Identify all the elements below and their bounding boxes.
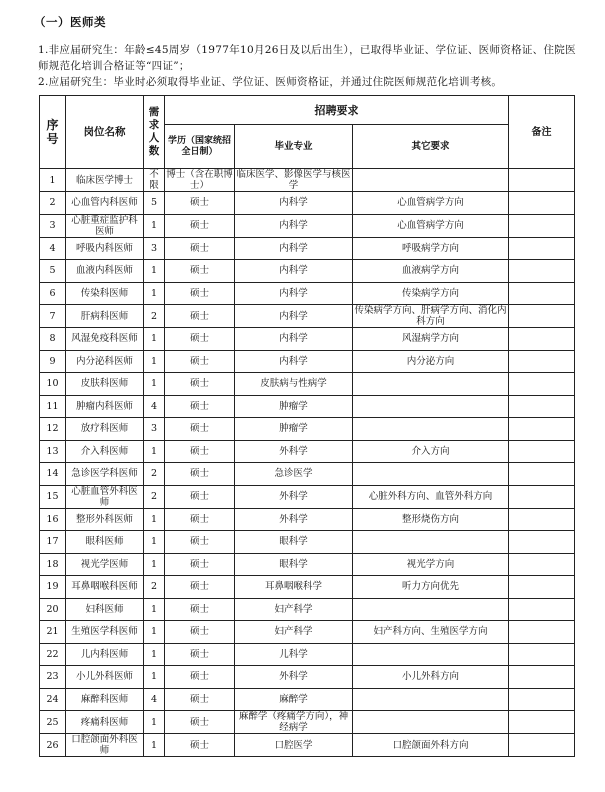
- cell-major: 外科学: [235, 440, 353, 463]
- cell-education: 硕士: [165, 598, 235, 621]
- table-row: [40, 553, 575, 576]
- cell-position: 皮肤科医师: [66, 373, 144, 396]
- cell-remarks: [509, 553, 575, 576]
- cell-other: 妇产科方向、生殖医学方向: [353, 621, 509, 644]
- cell-position: 视光学医师: [66, 553, 144, 576]
- cell-other: 介入方向: [353, 440, 509, 463]
- cell-other: 口腔颌面外科方向: [353, 734, 509, 757]
- table-row: [40, 576, 575, 599]
- cell-major: 妇产科学: [235, 598, 353, 621]
- cell-remarks: [509, 576, 575, 599]
- table-row: [40, 508, 575, 531]
- header-position: 岗位名称: [66, 96, 144, 169]
- cell-remarks: [509, 666, 575, 689]
- cell-major: 麻醉学: [235, 688, 353, 711]
- cell-position: 心脏血管外科医师: [66, 485, 144, 508]
- cell-other: 心脏外科方向、血管外科方向: [353, 485, 509, 508]
- cell-education: 硕士: [165, 192, 235, 215]
- table-row: [40, 305, 575, 328]
- cell-education: 硕士: [165, 666, 235, 689]
- table-row: [40, 643, 575, 666]
- cell-remarks: [509, 463, 575, 486]
- cell-position: 急诊医学科医师: [66, 463, 144, 486]
- cell-seq: 22: [40, 643, 66, 666]
- table-row: [40, 688, 575, 711]
- cell-seq: 1: [40, 169, 66, 192]
- table-row: [40, 192, 575, 215]
- table-row: [40, 485, 575, 508]
- cell-position: 心脏重症监护科医师: [66, 214, 144, 237]
- cell-major: 内科学: [235, 260, 353, 283]
- cell-count: 1: [144, 711, 165, 734]
- cell-other: 心血管病学方向: [353, 192, 509, 215]
- note-2: 2.应届研究生：毕业时必须取得毕业证、学位证、医师资格证，并通过住院医师规范化培训考核。: [38, 76, 503, 88]
- cell-education: 硕士: [165, 350, 235, 373]
- cell-count: 2: [144, 463, 165, 486]
- cell-other: [353, 373, 509, 396]
- cell-education: 硕士: [165, 553, 235, 576]
- cell-remarks: [509, 169, 575, 192]
- cell-count: 3: [144, 418, 165, 441]
- cell-seq: 19: [40, 576, 66, 599]
- cell-seq: 20: [40, 598, 66, 621]
- table-row: [40, 621, 575, 644]
- cell-remarks: [509, 621, 575, 644]
- cell-other: [353, 418, 509, 441]
- cell-seq: 5: [40, 260, 66, 283]
- cell-position: 疼痛科医师: [66, 711, 144, 734]
- cell-major: 外科学: [235, 508, 353, 531]
- cell-remarks: [509, 531, 575, 554]
- cell-education: 硕士: [165, 237, 235, 260]
- cell-major: 儿科学: [235, 643, 353, 666]
- cell-education: 硕士: [165, 418, 235, 441]
- cell-other: [353, 598, 509, 621]
- table-row: [40, 440, 575, 463]
- cell-education: 硕士: [165, 621, 235, 644]
- cell-education: 硕士: [165, 305, 235, 328]
- cell-remarks: [509, 192, 575, 215]
- cell-major: 内科学: [235, 237, 353, 260]
- cell-count: 4: [144, 395, 165, 418]
- cell-count: 1: [144, 282, 165, 305]
- cell-position: 儿内科医师: [66, 643, 144, 666]
- cell-education: 硕士: [165, 711, 235, 734]
- table-row: [40, 237, 575, 260]
- cell-education: 硕士: [165, 508, 235, 531]
- cell-remarks: [509, 395, 575, 418]
- table-row: [40, 395, 575, 418]
- cell-education: 硕士: [165, 214, 235, 237]
- cell-remarks: [509, 350, 575, 373]
- cell-count: 1: [144, 350, 165, 373]
- cell-major: 内科学: [235, 305, 353, 328]
- cell-position: 耳鼻咽喉科医师: [66, 576, 144, 599]
- cell-other: [353, 531, 509, 554]
- cell-education: 硕士: [165, 463, 235, 486]
- cell-seq: 8: [40, 328, 66, 351]
- cell-count: 4: [144, 688, 165, 711]
- table-row: [40, 373, 575, 396]
- header-count: 需求人数: [144, 96, 165, 169]
- cell-education: 硕士: [165, 440, 235, 463]
- header-education: 学历（国家统招全日制）: [165, 125, 235, 169]
- cell-other: [353, 463, 509, 486]
- cell-remarks: [509, 711, 575, 734]
- recruitment-table: [39, 95, 575, 757]
- header-seq: 序号: [40, 96, 66, 169]
- cell-remarks: [509, 282, 575, 305]
- cell-position: 放疗科医师: [66, 418, 144, 441]
- table-row: [40, 214, 575, 237]
- cell-remarks: [509, 214, 575, 237]
- cell-position: 眼科医师: [66, 531, 144, 554]
- cell-major: 肿瘤学: [235, 395, 353, 418]
- cell-education: 硕士: [165, 576, 235, 599]
- cell-education: 硕士: [165, 260, 235, 283]
- cell-count: 5: [144, 192, 165, 215]
- cell-major: 内科学: [235, 350, 353, 373]
- cell-seq: 6: [40, 282, 66, 305]
- cell-major: 皮肤病与性病学: [235, 373, 353, 396]
- cell-other: 整形烧伤方向: [353, 508, 509, 531]
- cell-major: 内科学: [235, 328, 353, 351]
- cell-position: 介入科医师: [66, 440, 144, 463]
- cell-position: 心血管内科医师: [66, 192, 144, 215]
- cell-seq: 13: [40, 440, 66, 463]
- cell-remarks: [509, 373, 575, 396]
- table-row: [40, 328, 575, 351]
- cell-other: 心血管病学方向: [353, 214, 509, 237]
- cell-major: 妇产科学: [235, 621, 353, 644]
- cell-seq: 16: [40, 508, 66, 531]
- cell-remarks: [509, 508, 575, 531]
- cell-remarks: [509, 305, 575, 328]
- table-row: [40, 350, 575, 373]
- cell-count: 1: [144, 508, 165, 531]
- cell-remarks: [509, 260, 575, 283]
- cell-major: 外科学: [235, 666, 353, 689]
- cell-seq: 3: [40, 214, 66, 237]
- cell-remarks: [509, 688, 575, 711]
- cell-seq: 12: [40, 418, 66, 441]
- table-row: [40, 666, 575, 689]
- cell-other: 传染病学方向: [353, 282, 509, 305]
- cell-other: [353, 643, 509, 666]
- table-row: [40, 169, 575, 192]
- cell-position: 血液内科医师: [66, 260, 144, 283]
- table-row: [40, 531, 575, 554]
- cell-count: 1: [144, 260, 165, 283]
- cell-education: 硕士: [165, 485, 235, 508]
- cell-seq: 7: [40, 305, 66, 328]
- cell-major: 眼科学: [235, 553, 353, 576]
- cell-education: 博士（含在职博士）: [166, 169, 233, 191]
- cell-seq: 26: [40, 734, 66, 757]
- cell-other: [353, 688, 509, 711]
- cell-remarks: [509, 418, 575, 441]
- cell-position: 呼吸内科医师: [66, 237, 144, 260]
- cell-position: 风湿免疫科医师: [66, 328, 144, 351]
- cell-remarks: [509, 440, 575, 463]
- table-row: [40, 418, 575, 441]
- cell-position: 整形外科医师: [66, 508, 144, 531]
- cell-other: 血液病学方向: [353, 260, 509, 283]
- cell-seq: 18: [40, 553, 66, 576]
- cell-count: 1: [144, 328, 165, 351]
- cell-position: 小儿外科医师: [66, 666, 144, 689]
- table-row: [40, 463, 575, 486]
- header-major: 毕业专业: [235, 125, 353, 169]
- cell-education: 硕士: [165, 373, 235, 396]
- cell-count: 1: [144, 734, 165, 757]
- cell-major: 外科学: [235, 485, 353, 508]
- cell-remarks: [509, 237, 575, 260]
- eligibility-notes: [38, 42, 578, 90]
- cell-count: 1: [144, 553, 165, 576]
- cell-major: 急诊医学: [235, 463, 353, 486]
- cell-education: 硕士: [165, 282, 235, 305]
- cell-position: 肿瘤内科医师: [66, 395, 144, 418]
- cell-position: 妇科医师: [66, 598, 144, 621]
- cell-position: 肝病科医师: [66, 305, 144, 328]
- table-row: [40, 598, 575, 621]
- cell-seq: 10: [40, 373, 66, 396]
- cell-count: 1: [144, 373, 165, 396]
- cell-education: 硕士: [165, 531, 235, 554]
- header-requirements: 招聘要求: [165, 96, 509, 125]
- cell-education: 硕士: [165, 643, 235, 666]
- table-row: [40, 734, 575, 757]
- cell-major: 口腔医学: [235, 734, 353, 757]
- cell-seq: 2: [40, 192, 66, 215]
- cell-count: 2: [144, 305, 165, 328]
- cell-count: 1: [144, 214, 165, 237]
- cell-remarks: [509, 734, 575, 757]
- cell-seq: 14: [40, 463, 66, 486]
- cell-major: 临床医学、影像医学与核医学: [236, 169, 351, 191]
- cell-other: 视光学方向: [353, 553, 509, 576]
- cell-education: 硕士: [165, 688, 235, 711]
- cell-count: 1: [144, 643, 165, 666]
- cell-other: [353, 711, 509, 734]
- table-header: [40, 96, 575, 169]
- cell-major: 内科学: [235, 282, 353, 305]
- cell-position: 麻醉科医师: [66, 688, 144, 711]
- cell-other: 听力方向优先: [353, 576, 509, 599]
- cell-position: 传染科医师: [66, 282, 144, 305]
- cell-position: 临床医学博士: [66, 169, 144, 192]
- header-remarks: 备注: [509, 96, 575, 169]
- cell-seq: 11: [40, 395, 66, 418]
- cell-count: 1: [144, 531, 165, 554]
- cell-education: 硕士: [165, 734, 235, 757]
- cell-seq: 24: [40, 688, 66, 711]
- cell-remarks: [509, 643, 575, 666]
- cell-major: 内科学: [235, 192, 353, 215]
- cell-remarks: [509, 485, 575, 508]
- cell-count: 1: [144, 666, 165, 689]
- cell-other: 小儿外科方向: [353, 666, 509, 689]
- table-body: [40, 169, 575, 757]
- cell-other: [353, 395, 509, 418]
- cell-seq: 25: [40, 711, 66, 734]
- cell-major: 麻醉学（疼痛学方向），神经病学: [235, 711, 353, 734]
- cell-seq: 21: [40, 621, 66, 644]
- note-1: 1.非应届研究生：年龄≤45周岁（1977年10月26日及以后出生），已取得毕业证、学位证、医师资格证、住院医师规范化培训合格证等“四证”；: [38, 44, 576, 72]
- table-row: [40, 282, 575, 305]
- cell-other: 风湿病学方向: [353, 328, 509, 351]
- cell-seq: 23: [40, 666, 66, 689]
- cell-count: 3: [144, 237, 165, 260]
- cell-seq: 17: [40, 531, 66, 554]
- cell-major: 耳鼻咽喉科学: [235, 576, 353, 599]
- cell-position: 口腔颌面外科医师: [66, 734, 144, 757]
- header-other: 其它要求: [353, 125, 509, 169]
- cell-major: 内科学: [235, 214, 353, 237]
- cell-count: 1: [144, 440, 165, 463]
- cell-other: 呼吸病学方向: [353, 237, 509, 260]
- cell-position: 生殖医学科医师: [66, 621, 144, 644]
- cell-major: 肿瘤学: [235, 418, 353, 441]
- cell-remarks: [509, 598, 575, 621]
- section-title: （一）医师类: [34, 15, 106, 29]
- cell-other: [353, 169, 509, 192]
- cell-count: 2: [144, 485, 165, 508]
- cell-count: 1: [144, 621, 165, 644]
- cell-major: 眼科学: [235, 531, 353, 554]
- table-row: [40, 260, 575, 283]
- cell-other: 内分泌方向: [353, 350, 509, 373]
- cell-count: 2: [144, 576, 165, 599]
- cell-seq: 4: [40, 237, 66, 260]
- cell-seq: 9: [40, 350, 66, 373]
- cell-count: 不限: [144, 169, 165, 192]
- cell-seq: 15: [40, 485, 66, 508]
- cell-education: 硕士: [165, 395, 235, 418]
- cell-remarks: [509, 328, 575, 351]
- cell-count: 1: [144, 598, 165, 621]
- cell-other: 传染病学方向、肝病学方向、消化内科方向: [353, 305, 509, 328]
- table-row: [40, 711, 575, 734]
- cell-education: 硕士: [165, 328, 235, 351]
- cell-position: 内分泌科医师: [66, 350, 144, 373]
